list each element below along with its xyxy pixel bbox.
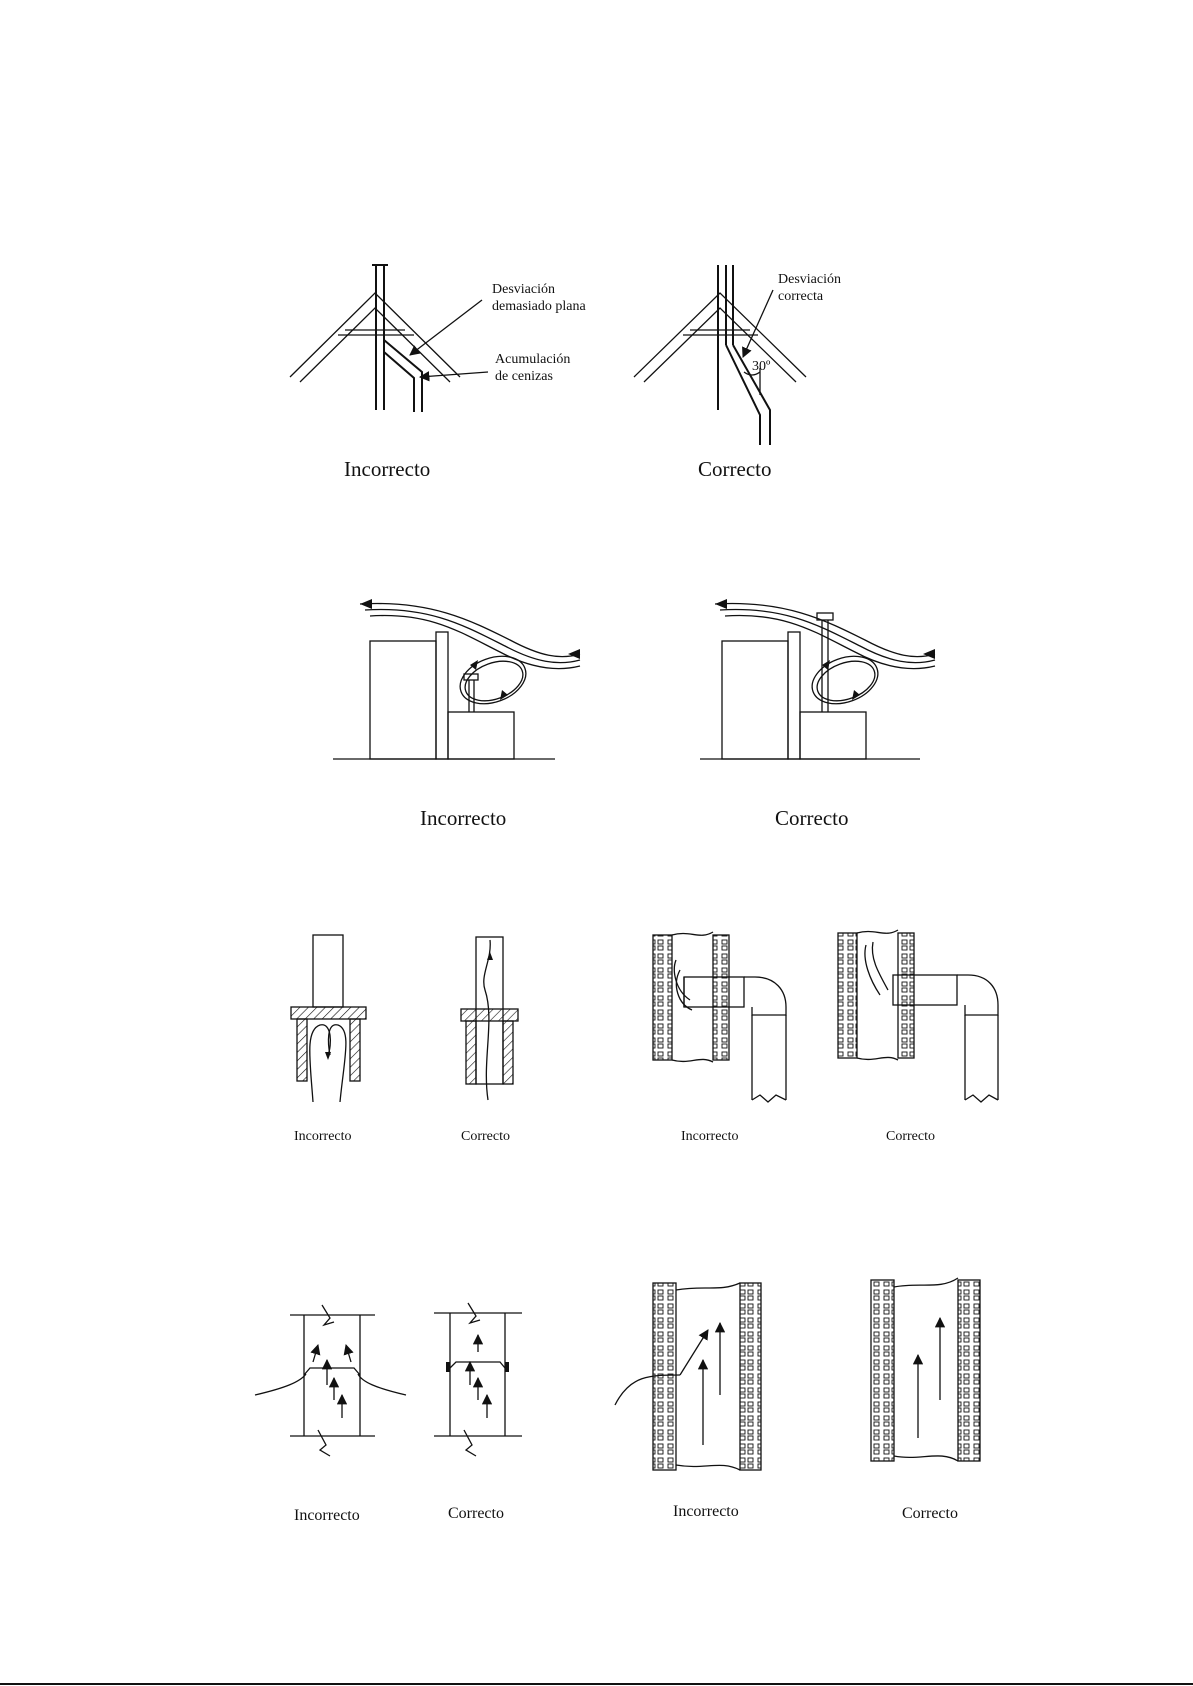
row4-label-c: Incorrecto [673,1503,739,1520]
cap-correct-diagram [461,937,518,1100]
annotation-flat-line2: demasiado plana [492,299,586,314]
row4-label-b: Correcto [448,1505,504,1522]
row2-left-label: Incorrecto [420,806,507,830]
row1-left-label: Incorrecto [344,457,431,481]
annotation-correct-line1: Desviación [778,272,841,287]
roof-incorrect-diagram [290,265,488,412]
row4-label-a: Incorrecto [294,1507,360,1524]
angle-label: 30º [752,359,771,374]
row2-right-label: Correcto [775,806,849,830]
row3-label-c: Incorrecto [681,1129,739,1144]
wall-correct-diagram [838,930,998,1102]
reducer-correct-diagram [434,1303,522,1456]
wall-incorrect-diagram [653,932,786,1102]
row3-label-a: Incorrecto [294,1129,352,1144]
row3-label-b: Correcto [461,1129,510,1144]
annotation-ash-line1: Acumulación [495,352,571,367]
row1-right-label: Correcto [698,457,772,481]
row4-label-d: Correcto [902,1505,958,1522]
annotation-correct-line2: correcta [778,289,824,304]
reducer-incorrect-diagram [255,1305,406,1456]
cap-incorrect-diagram [291,935,366,1102]
annotation-flat-line1: Desviación [492,282,555,297]
flue-correct-diagram [871,1278,980,1461]
annotation-ash-line2: de cenizas [495,369,553,384]
wind-correct-diagram [700,599,935,759]
wind-incorrect-diagram [333,599,580,759]
row3-label-d: Correcto [886,1129,935,1144]
flue-incorrect-diagram [615,1283,761,1470]
